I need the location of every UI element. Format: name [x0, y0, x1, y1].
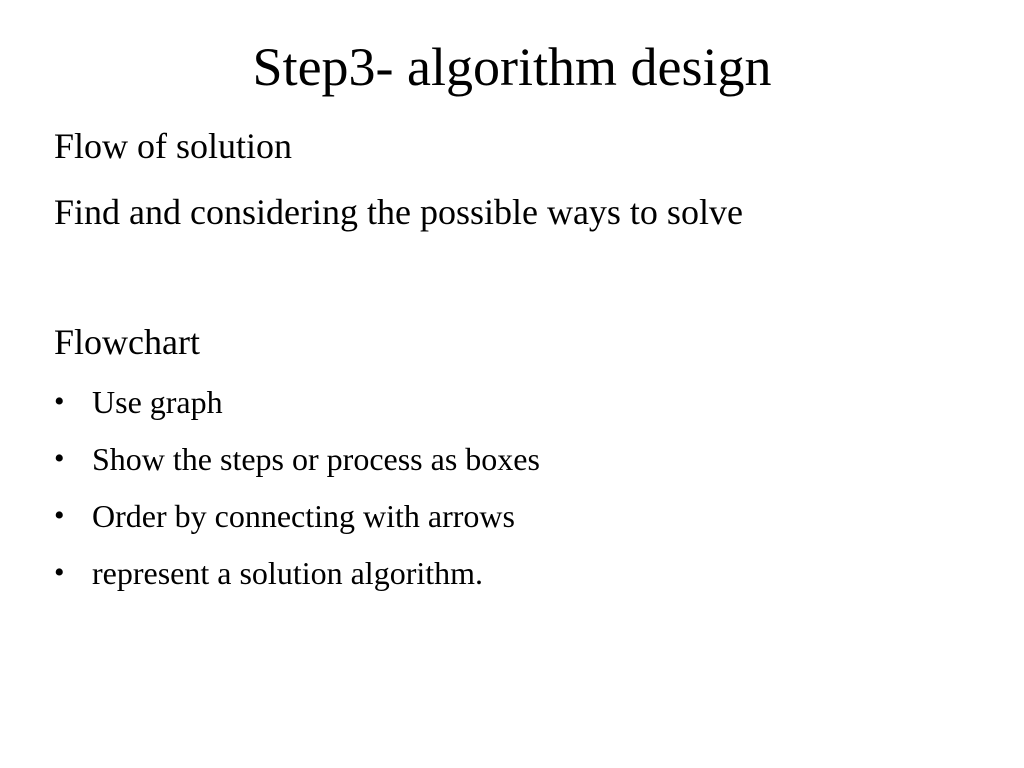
list-item-text: Show the steps or process as boxes — [92, 441, 540, 477]
text-line-possible-ways: Find and considering the possible ways to solve — [54, 192, 743, 232]
text-line-flowchart-heading: Flowchart — [54, 322, 200, 362]
list-item-text: Order by connecting with arrows — [92, 498, 515, 534]
list-item-text: Use graph — [92, 384, 223, 420]
bullet-icon: • — [54, 442, 65, 475]
slide-title: Step3- algorithm design — [252, 37, 772, 97]
bullet-icon: • — [54, 556, 65, 589]
text-line-flow-of-solution: Flow of solution — [54, 126, 293, 166]
list-item-text: represent a solution algorithm. — [92, 555, 484, 591]
bullet-icon: • — [54, 385, 65, 418]
bullet-icon: • — [54, 499, 65, 532]
